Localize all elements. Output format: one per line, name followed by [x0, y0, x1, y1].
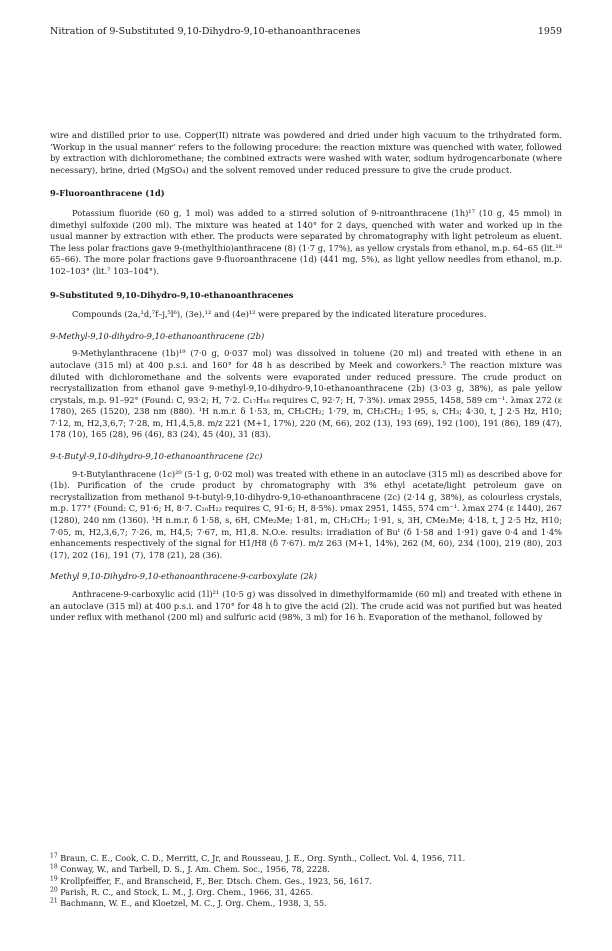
footnote: $^{18}$ Conway, W., and Tarbell, D. S., J. Am. Chem. Soc., 1956, 78, 2228. [50, 863, 330, 875]
footnote: $^{21}$ Bachmann, W. E., and Kloetzel, M. C., J. Org. Chem., 1938, 3, 55. [50, 897, 327, 909]
paragraph-carboxylate-2k: Anthracene-9-carboxylic acid (1l)²¹ (10·5 g) was dissolved in dimethylformamide (60 ml) and treated with ethene in an autoclave (315 ml) at 400 p.s.i. and 170° for 48 h to give the acid (2l). The crude acid was not purified but was heated under reflux with methanol (200 ml) and sulfuric acid (98%, 3 ml) for 16 h. Evaporation of the methanol, followed by [50, 589, 562, 623]
paragraph-tbutyl-2c: 9-t-Butylanthracene (1c)²⁰ (5·1 g, 0·02 mol) was treated with ethene in an autoclave (315 ml) as described above for (1b). Purification of the crude product by chromatography with 3% ethyl acetate/light petroleum gave on recrystallization from methanol 9-t-butyl-9,10-dihydro-9,10-ethanoanthracene (2c) (2·14 g, 38%), as colourless crystals, m.p. 177° (Found: C, 91·6; H, 8·7. C₂₀H₂₂ requires C, 91·6; H, 8·5%). νmax 2951, 1455, 574 cm⁻¹. λmax 274 (ε 1440), 267 (1280), 240 nm (1360). ¹H n.m.r. δ 1·58, s, 6H, CMe₂Me; 1·81, m, CH₂CH₂; 1·91, s, 3H, CMe₂Me; 4·18, t, J 2·5 Hz, H10; 7·05, m, H2,3,6,7; 7·26, m, H4,5; 7·67, m, H1,8. N.O.e. results: irradiation of Buᵗ (δ 1·58 and 1·91) gave 0·4 and 1·4% enhancements respectively of the signal for H1/H8 (δ 7·67). m/z 263 (M+1, 14%), 262 (M, 60), 234 (100), 219 (80), 203 (17), 202 (16), 191 (7), 178 (21), 28 (36). [50, 468, 562, 560]
paragraph-fluoroanthracene: Potassium fluoride (60 g, 1 mol) was added to a stirred solution of 9-nitroanthracene (1h)¹⁷ (10 g, 45 mmol) in dimethyl sulfoxide (200 ml). The mixture was heated at 140° for 2 days, quenched with water and worked up in the usual manner by extraction with ether. The products were separated by chromatography with light petroleum as eluent. The less polar fractions gave 9-(methylthio)anthracene (8) (1·7 g, 17%), as yellow crystals from ethanol, m.p. 64–65 (lit.¹⁸ 65–66). The more polar fractions gave 9-fluoroanthracene (1d) (441 mg, 5%), as light yellow needles from ethanol, m.p. 102–103° (lit.⁷ 103–104°). [50, 207, 562, 276]
section-heading-fluoroanthracene: 9-Fluoroanthracene (1d) [50, 188, 165, 199]
paragraph-methyl-2b: 9-Methylanthracene (1b)¹⁹ (7·0 g, 0·037 mol) was dissolved in toluene (20 ml) and treated with ethene in an autoclave (315 ml) at 400 p.s.i. and 160° for 48 h as described by Meek and coworkers.⁵ The reaction mixture was diluted with dichloromethane and the solvents were evaporated under reduced pressure. The crude product on recrystallization from ethanol gave 9-methyl-9,10-dihydro-9,10-ethanoanthracene (2b) (3·03 g, 38%), as pale yellow crystals, m.p. 91–92° (Found: C, 93·2; H, 7·2. C₁₇H₁₆ requires C, 92·7; H, 7·3%). νmax 2955, 1458, 589 cm⁻¹. λmax 272 (ε 1780), 265 (1520), 238 nm (880). ¹H n.m.r. δ 1·53, m, CH₂CH₂; 1·79, m, CH₂CH₂; 1·95, s, CH₃; 4·30, t, J 2·5 Hz, H10; 7·12, m, H2,3,6,7; 7·28, m, H1,4,5,8. m/z 221 (M+1, 17%), 220 (M, 66), 202 (13), 193 (69), 192 (100), 191 (86), 189 (47), 178 (10), 165 (28), 96 (46), 83 (24), 45 (40), 31 (83). [50, 348, 562, 440]
running-header [50, 26, 562, 37]
subheading-carboxylate-2k: Methyl 9,10-Dihydro-9,10-ethanoanthracene-9-carboxylate (2k) [50, 571, 317, 582]
running-title: Nitration of 9-Substituted 9,10-Dihydro-9,10-ethanoanthracenes [50, 26, 361, 37]
section-heading-ethanoanthracenes: 9-Substituted 9,10-Dihydro-9,10-ethanoanthracenes [50, 289, 294, 300]
footnote: $^{20}$ Parish, R. C., and Stock, L. M., J. Org. Chem., 1966, 31, 4265. [50, 886, 314, 897]
footnotes [50, 853, 562, 909]
footnote: $^{17}$ Braun, C. E., Cook, C. D., Merritt, C, Jr, and Rousseau, J. E., Org. Synth., Collect. Vol. 4, 1956, 711. [50, 852, 466, 863]
footnote: $^{19}$ Krollpfeiffer, F., and Branscheid, F., Ber. Dtsch. Chem. Ges., 1923, 56, 1617. [50, 874, 372, 886]
subheading-tbutyl-2c: 9-t-Butyl-9,10-dihydro-9,10-ethanoanthracene (2c) [50, 451, 263, 462]
paragraph-ethanoanthracenes: Compounds (2a,¹d,⁷f–j,⁵l⁶), (3e),¹² and (4e)¹² were prepared by the indicated literature procedures. [72, 309, 487, 320]
main-text [50, 130, 562, 624]
page-number: 1959 [537, 26, 562, 37]
intro-paragraph: wire and distilled prior to use. Copper(II) nitrate was powdered and dried under high vacuum to the trihydrated form. ‘Workup in the usual manner’ refers to the following procedure: the reaction mixture was quenched with water, followed by extraction with dichloromethane; the combined extracts were washed with water, sodium hydrogencarbonate (where necessary), brine, dried (MgSO₄) and the solvent removed under reduced pressure to give the crude product. [50, 130, 562, 175]
subheading-methyl-2b: 9-Methyl-9,10-dihydro-9,10-ethanoanthracene (2b) [50, 330, 265, 341]
